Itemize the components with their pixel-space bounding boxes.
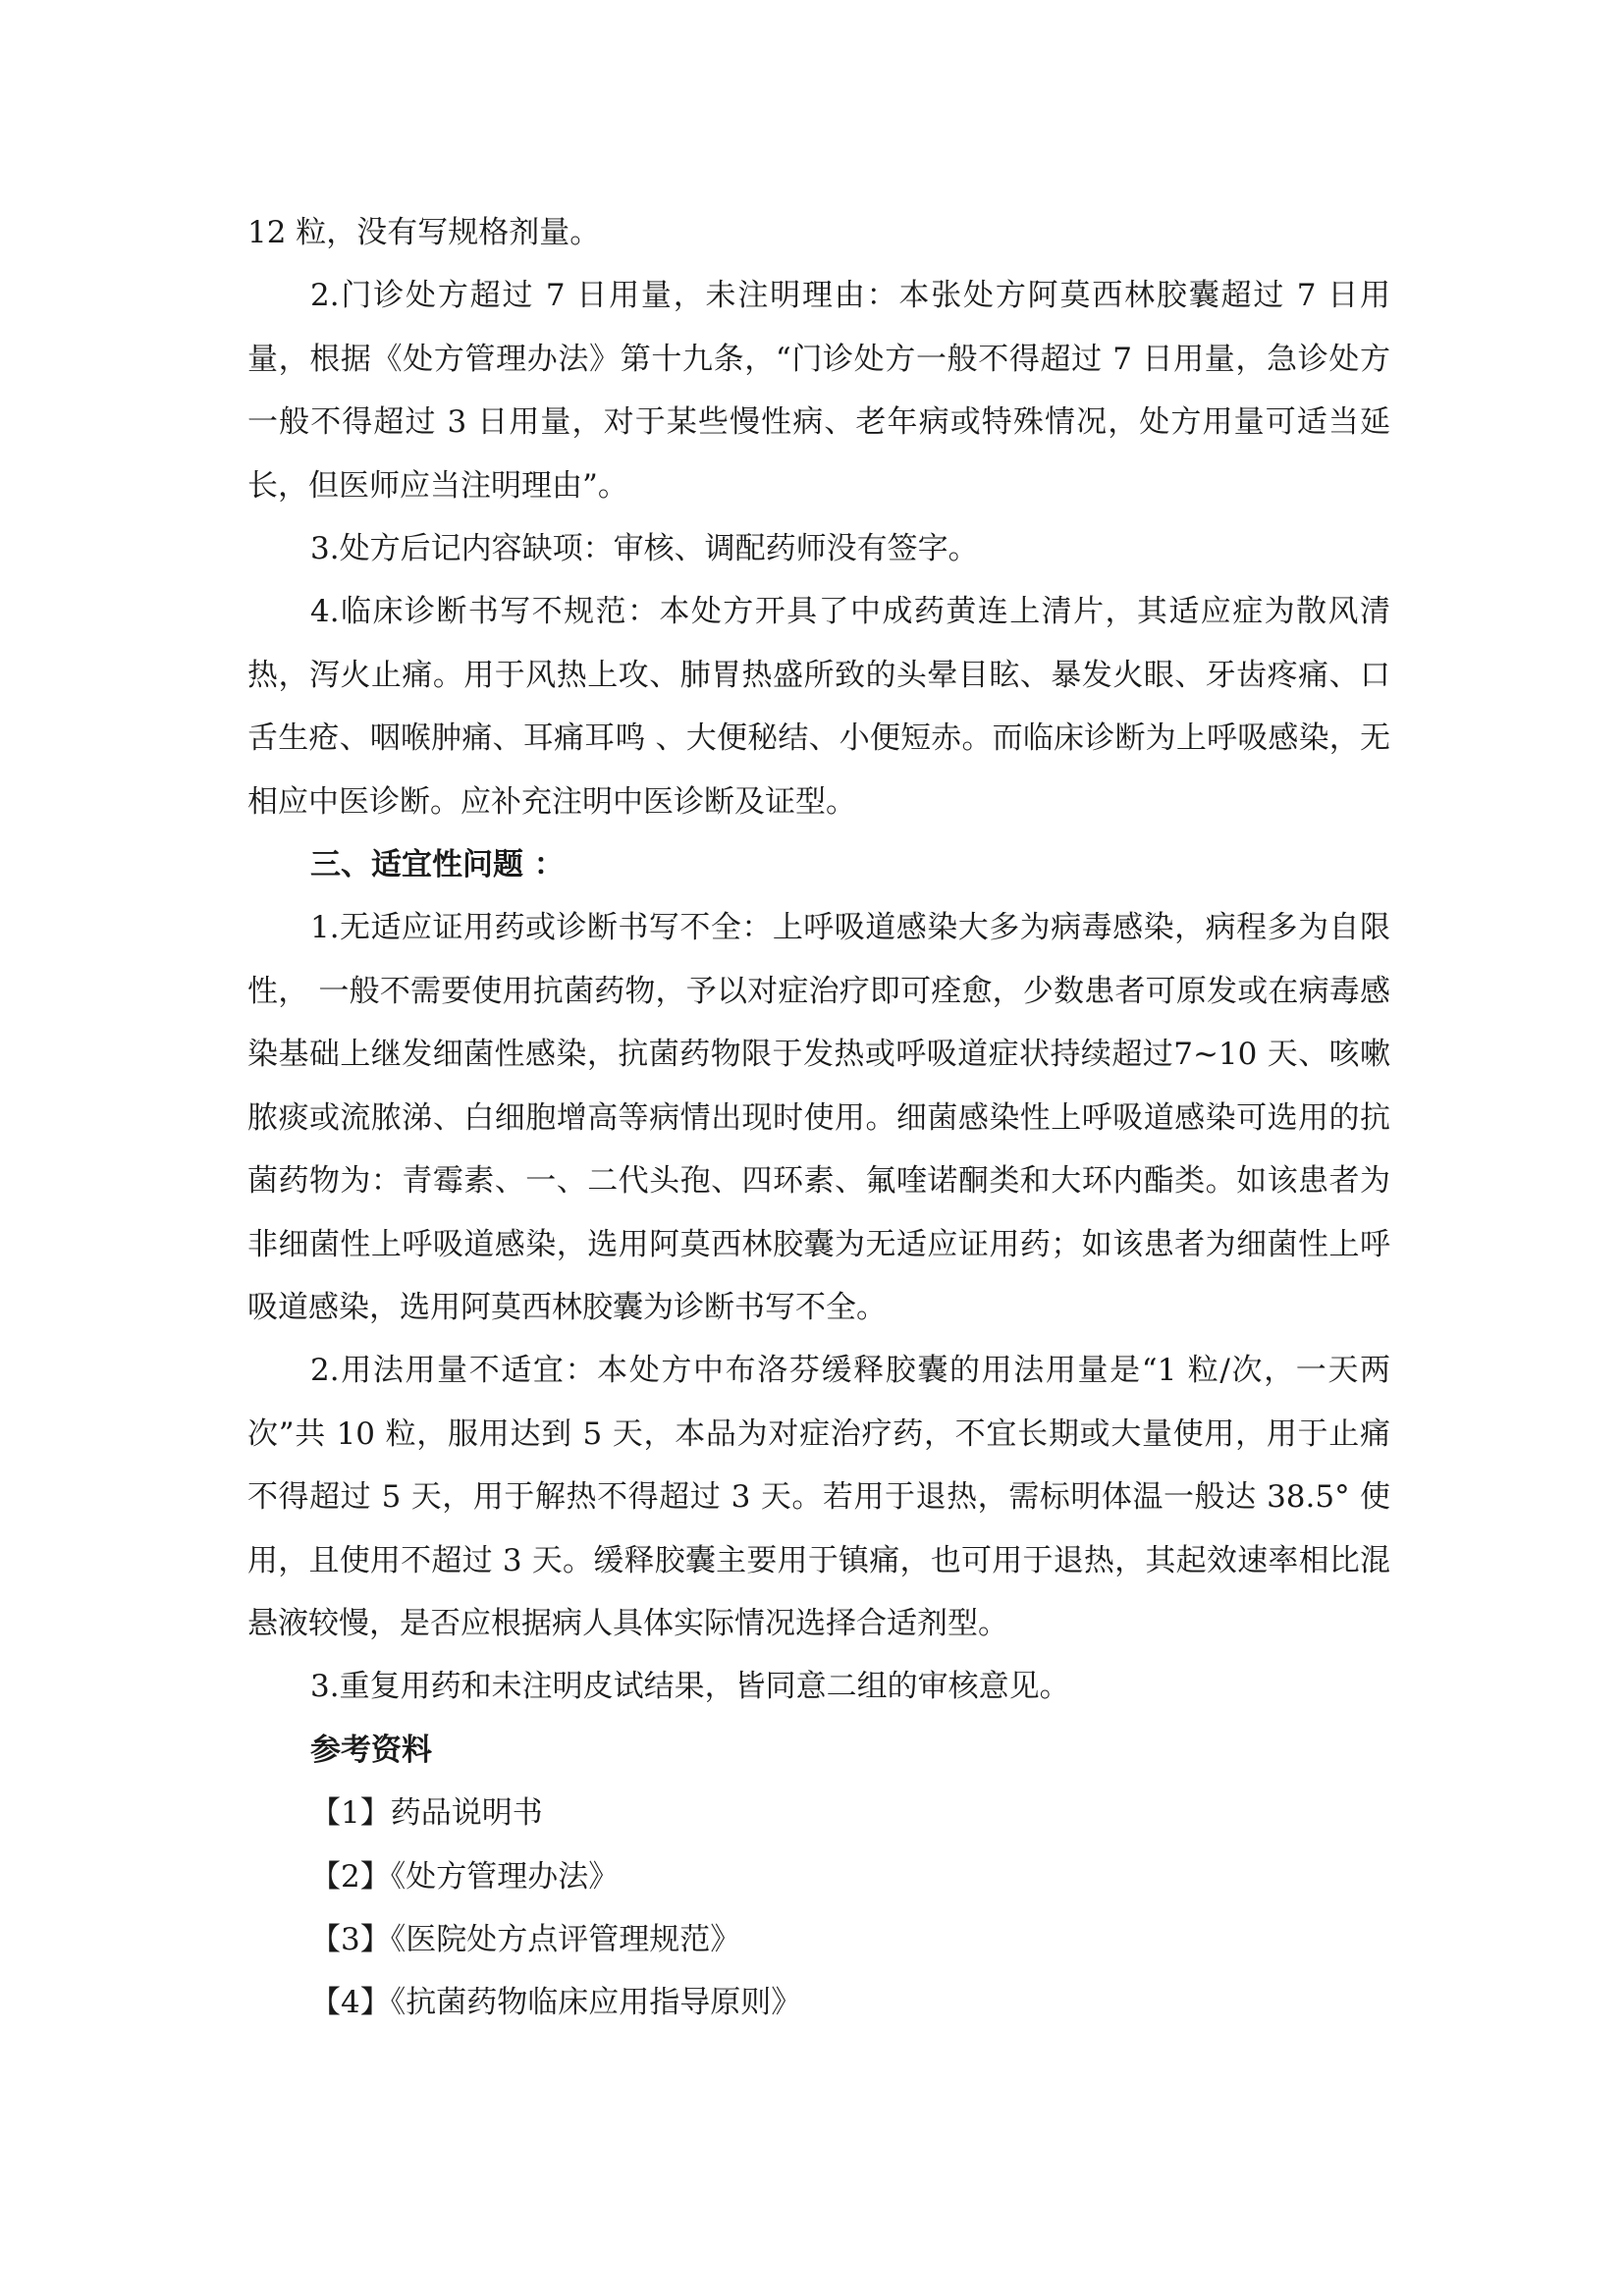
section-heading-appropriateness: 三、适宜性问题 ： — [310, 847, 565, 883]
paragraph-appropriateness-2: 2.用法用量不适宜：本处方中布洛芬缓释胶囊的用法用量是“1 粒/次，一天两次”共 10 粒，服用达到 5 天，本品为对症治疗药，不宜长期或大量使用，用于止痛不得超过 5 天，用于解热不得超过 3 天。若用于退热，需标明体温一般达 38.5° 使用，且使用不超过 3 天。缓释胶囊主要用于镇痛，也可用于退热，其起效速率相比混悬液较慢，是否应根据病人具体实际情况选择合适剂型。 — [247, 1353, 1390, 1641]
reference-item-3: 【3】《医院处方点评管理规范》 — [310, 1921, 741, 1957]
reference-item-2: 【2】《处方管理办法》 — [310, 1858, 620, 1895]
reference-item-4: 【4】《抗菌药物临床应用指导原则》 — [310, 1985, 802, 2021]
paragraph-item-4: 4.临床诊断书写不规范：本处方开具了中成药黄连上清片，其适应症为散风清热，泻火止痛。用于风热上攻、肺胃热盛所致的头晕目眩、暴发火眼、牙齿疼痛、口舌生疮、咽喉肿痛、耳痛耳鸣 、大便秘结、小便短赤。而临床诊断为上呼吸感染，无相应中医诊断。应补充注明中医诊断及证型。 — [247, 594, 1390, 820]
paragraph-appropriateness-3: 3.重复用药和未注明皮试结果，皆同意二组的审核意见。 — [310, 1669, 1070, 1705]
paragraph-appropriateness-1: 1.无适应证用药或诊断书写不全：上呼吸道感染大多为病毒感染，病程多为自限性， 一般不需要使用抗菌药物，予以对症治疗即可痊愈，少数患者可原发或在病毒感染基础上继发细菌性感染，抗菌药物限于发热或呼吸道症状持续超过7~10 天、咳嗽脓痰或流脓涕、白细胞增高等病情出现时使用。细菌感染性上呼吸道感染可选用的抗菌药物为：青霉素、一、二代头孢、四环素、氟喹诺酮类和大环内酯类。如该患者为非细菌性上呼吸道感染，选用阿莫西林胶囊为无适应证用药；如该患者为细菌性上呼吸道感染，选用阿莫西林胶囊为诊断书写不全。 — [247, 910, 1390, 1325]
document-page — [247, 201, 1390, 2035]
paragraph-item-2: 2.门诊处方超过 7 日用量，未注明理由：本张处方阿莫西林胶囊超过 7 日用量，根据《处方管理办法》第十九条，“门诊处方一般不得超过 7 日用量，急诊处方一般不得超过 3 日用量，对于某些慢性病、老年病或特殊情况，处方用量可适当延长，但医师应当注明理由”。 — [247, 278, 1390, 504]
reference-item-1: 【1】药品说明书 — [310, 1795, 543, 1832]
paragraph-item-3: 3.处方后记内容缺项：审核、调配药师没有签字。 — [310, 531, 979, 567]
references-heading: 参考资料 — [310, 1732, 432, 1768]
paragraph-continuation: 12 粒，没有写规格剂量。 — [247, 215, 601, 250]
